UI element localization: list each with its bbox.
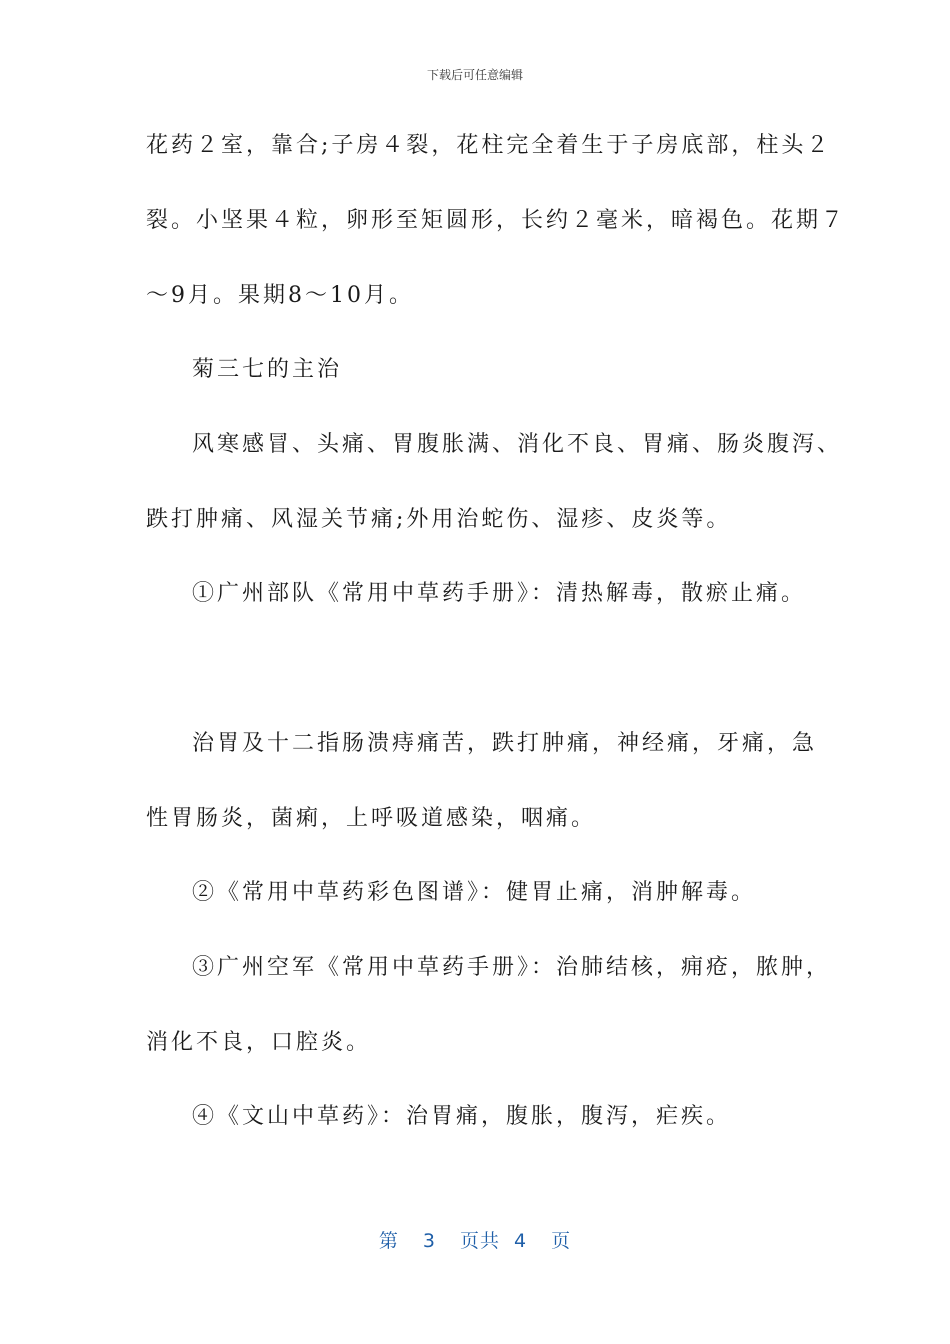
citation-line: ④《文山中草药》：治胃痛，腹胀，腹泻，疟疾。 bbox=[192, 1104, 732, 1129]
page-header: 下载后可任意编辑 bbox=[426, 68, 523, 82]
paragraph-line: 风寒感冒、头痛、胃腹胀满、消化不良、胃痛、肠炎腹泻、 bbox=[192, 432, 843, 457]
paragraph-line: 性胃肠炎，菌痢，上呼吸道感染，咽痛。 bbox=[146, 806, 597, 831]
page-footer bbox=[0, 1226, 950, 1253]
footer-suffix: 页 bbox=[551, 1230, 572, 1252]
section-heading: 菊三七的主治 bbox=[192, 357, 343, 382]
footer-current-page: 3 bbox=[422, 1230, 436, 1252]
citation-line: ②《常用中草药彩色图谱》：健胃止痛，消肿解毒。 bbox=[192, 880, 757, 905]
paragraph-line: ～9月。果期8～10月。 bbox=[146, 283, 414, 308]
paragraph-line: 花药２室，靠合;子房４裂，花柱完全着生于子房底部，柱头２ bbox=[146, 133, 832, 158]
citation-line: ③广州空军《常用中草药手册》：治肺结核，痈疮，脓肿， bbox=[192, 955, 832, 980]
footer-total-pages: 4 bbox=[514, 1230, 528, 1252]
paragraph-line: 治胃及十二指肠溃痔痛苦，跌打肿痛，神经痛，牙痛，急 bbox=[192, 731, 818, 756]
citation-line: ①广州部队《常用中草药手册》：清热解毒，散瘀止痛。 bbox=[192, 581, 807, 606]
paragraph-line: 消化不良，口腔炎。 bbox=[146, 1030, 372, 1055]
footer-prefix: 第 bbox=[378, 1230, 399, 1252]
paragraph-line: 裂。小坚果４粒，卵形至矩圆形，长约２毫米，暗褐色。花期７ bbox=[146, 208, 847, 233]
paragraph-line: 跌打肿痛、风湿关节痛;外用治蛇伤、湿疹、皮炎等。 bbox=[146, 507, 732, 532]
footer-middle: 页共 bbox=[459, 1230, 500, 1252]
